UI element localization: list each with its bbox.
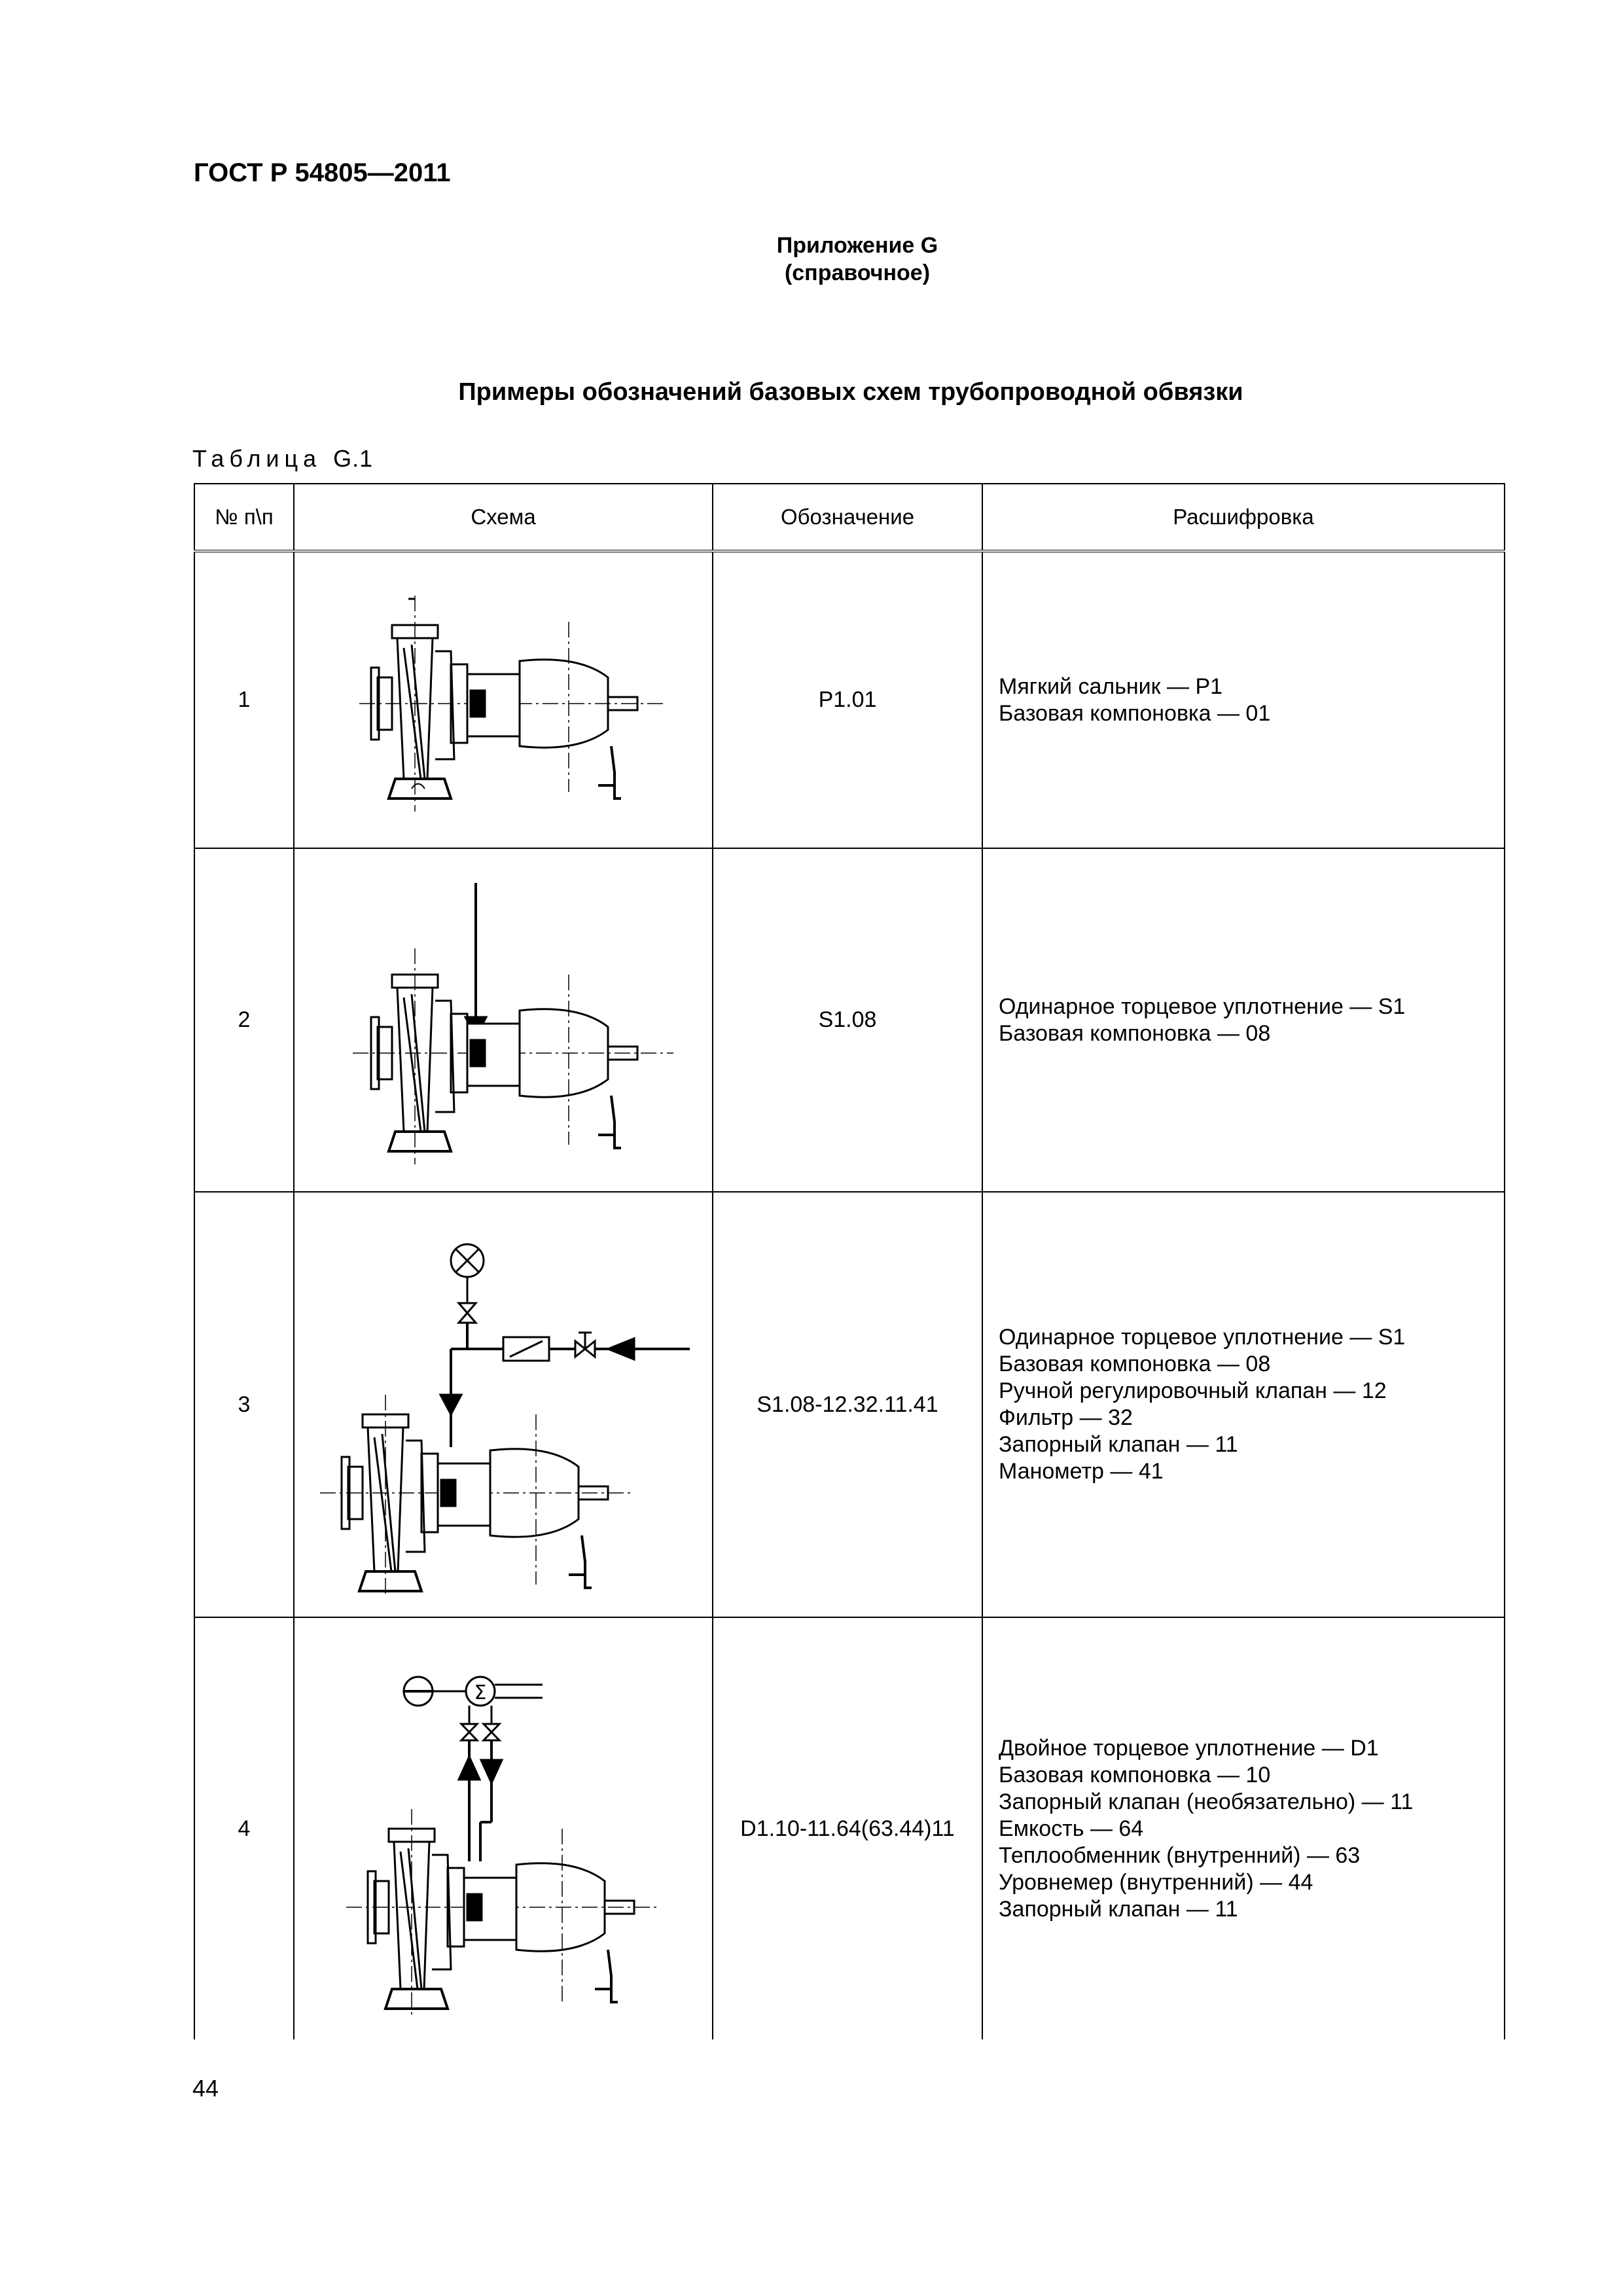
table-caption-label: Таблица: [192, 445, 322, 472]
table-row: [194, 1617, 1505, 2039]
table-caption: [192, 445, 373, 473]
description-line: Ручной регулировочный клапан — 12: [999, 1378, 1387, 1403]
appendix-title: Приложение G: [776, 233, 938, 258]
row-number: 2: [194, 848, 294, 1192]
piping-diagram: [404, 1677, 543, 1861]
description: [982, 1617, 1505, 2039]
pump-body-diagram: [320, 1395, 634, 1598]
valve-icon: [461, 1724, 477, 1740]
table-header-row: [194, 484, 1505, 551]
row-number: 1: [194, 551, 294, 848]
designation: P1.01: [713, 551, 982, 848]
scheme-cell: [294, 1192, 713, 1617]
description-line: Одинарное торцевое уплотнение — S1: [999, 1325, 1406, 1350]
description-line: Базовая компоновка — 08: [999, 1020, 1271, 1046]
description-line: Запорный клапан (необязательно) — 11: [999, 1789, 1414, 1814]
pump-scheme-s1-08: [320, 857, 687, 1184]
description: [982, 1192, 1505, 1617]
pump-scheme-d1-10: [320, 1626, 687, 2032]
designation: S1.08-12.32.11.41: [713, 1192, 982, 1617]
pump-body-diagram: [359, 596, 667, 812]
scheme-cell: [294, 848, 713, 1192]
row-number: 4: [194, 1617, 294, 2039]
table-caption-number: G.1: [333, 445, 374, 472]
header-description: Расшифровка: [982, 484, 1505, 551]
description-line: Базовая компоновка — 08: [999, 1352, 1271, 1376]
scheme-cell: [294, 551, 713, 848]
description-line: Теплообменник (внутренний) — 63: [999, 1842, 1361, 1868]
pump-body-diagram: [346, 1809, 660, 2018]
table-row: [194, 848, 1505, 1192]
description-line: Одинарное торцевое уплотнение — S1: [999, 994, 1406, 1019]
header-number: № п\п: [194, 484, 294, 551]
svg-text:Σ: Σ: [474, 1681, 487, 1704]
description-line: Запорный клапан — 11: [999, 1432, 1238, 1457]
document-standard-number: ГОСТ Р 54805—2011: [194, 158, 451, 187]
valve-icon: [484, 1724, 499, 1740]
header-scheme: Схема: [294, 484, 713, 551]
appendix-subtitle: (справочное): [784, 260, 931, 285]
pump-body-diagram: [353, 883, 673, 1164]
scheme-cell: [294, 1617, 713, 2039]
description: [982, 551, 1505, 848]
description-line: Двойное торцевое уплотнение — D1: [999, 1735, 1379, 1761]
description: [982, 848, 1505, 1192]
description-line: Мягкий сальник — P1: [999, 673, 1223, 699]
page-number: 44: [192, 2075, 219, 2102]
section-title: Примеры обозначений базовых схем трубопроводной обвязки: [458, 378, 1243, 406]
description-line: Фильтр — 32: [999, 1405, 1133, 1430]
designation: S1.08: [713, 848, 982, 1192]
table-row: [194, 551, 1505, 848]
description-line: Запорный клапан — 11: [999, 1896, 1238, 1922]
description-line: Базовая компоновка — 01: [999, 700, 1271, 726]
pump-scheme-p1-01: [320, 563, 687, 838]
description-line: Базовая компоновка — 10: [999, 1762, 1271, 1787]
description-line: Емкость — 64: [999, 1816, 1144, 1841]
description-line: Уровнемер (внутренний) — 44: [999, 1869, 1313, 1895]
table-row: [194, 1192, 1505, 1617]
header-designation: Обозначение: [713, 484, 982, 551]
designation: D1.10-11.64(63.44)11: [713, 1617, 982, 2039]
piping-diagram: [440, 1244, 690, 1447]
description-line: Манометр — 41: [999, 1459, 1164, 1484]
pipe-schemes-table: [194, 483, 1505, 2039]
row-number: 3: [194, 1192, 294, 1617]
pump-scheme-s1-08-12-32-11-41: [307, 1198, 700, 1611]
valve-icon: [459, 1303, 476, 1323]
